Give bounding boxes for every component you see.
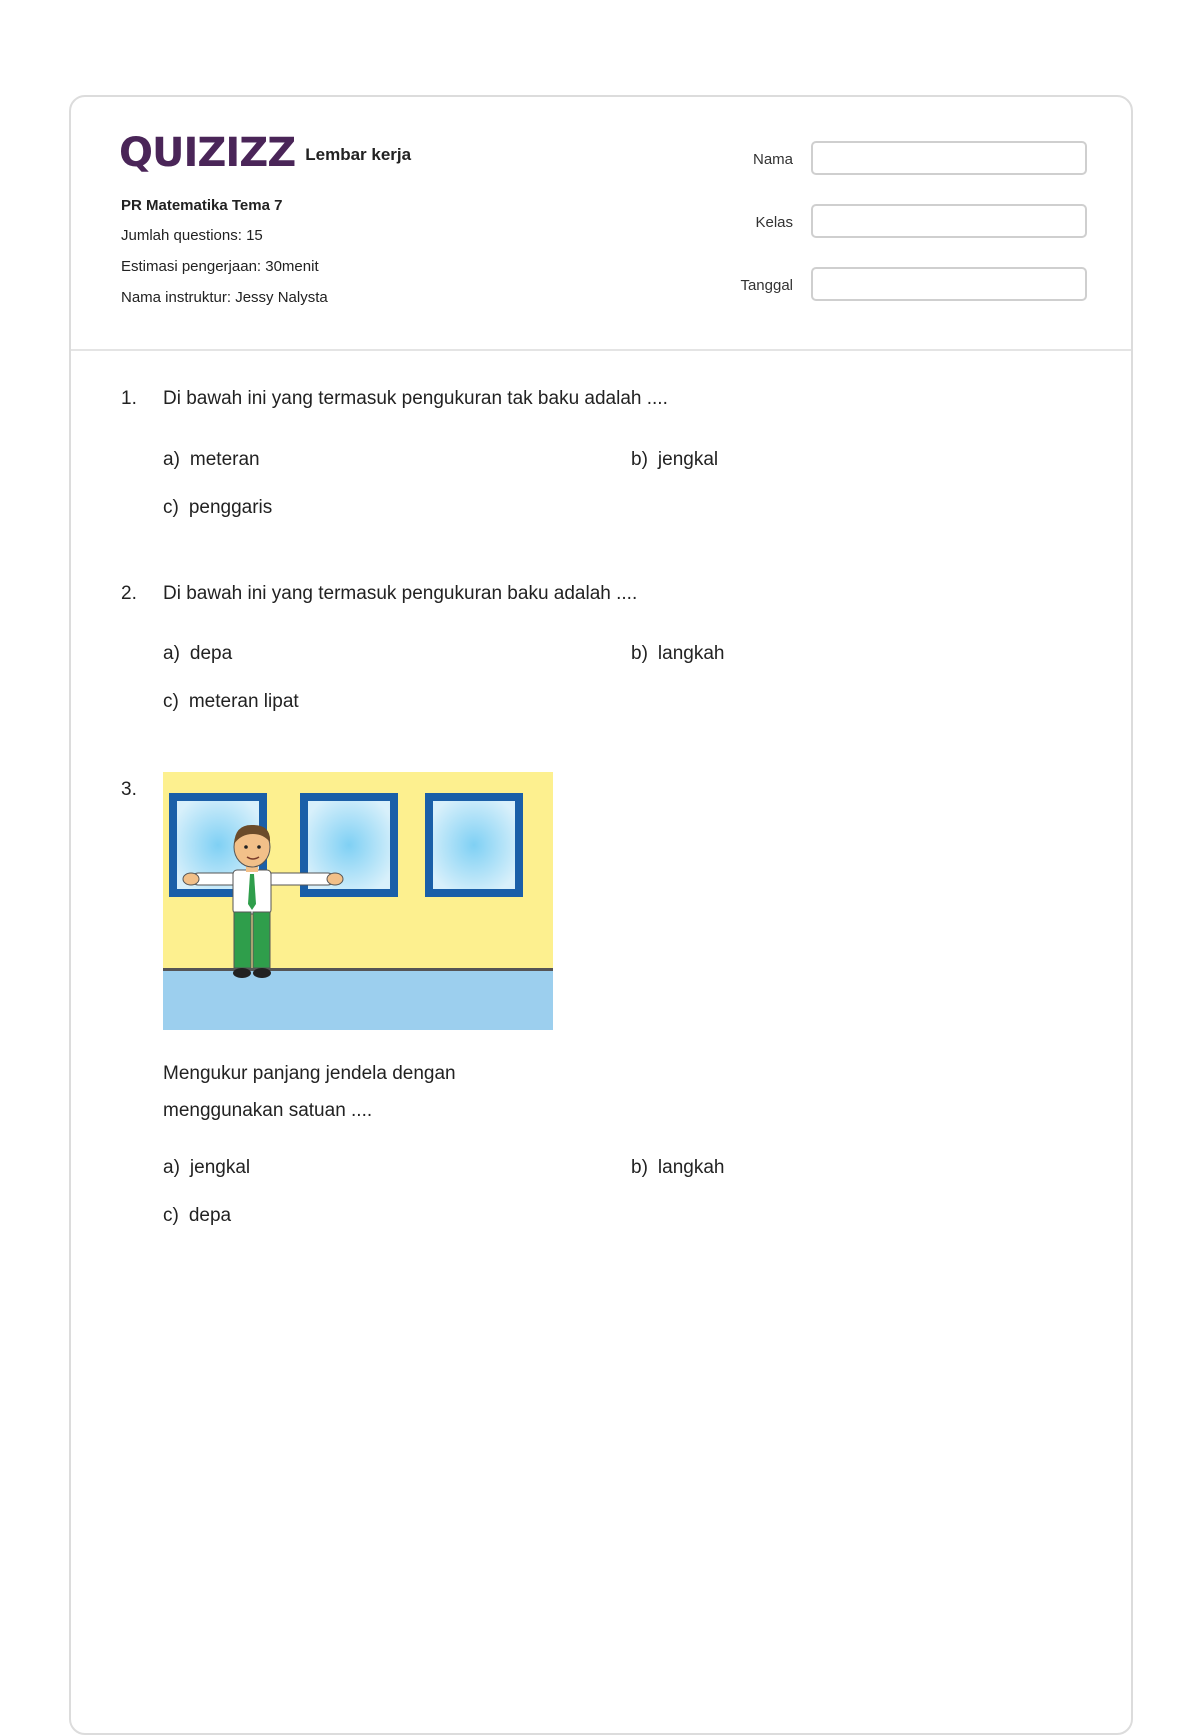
worksheet bbox=[69, 95, 1133, 1735]
question-text: Di bawah ini yang termasuk pengukuran baku adalah .... bbox=[163, 583, 638, 604]
question-number: 3. bbox=[121, 779, 137, 800]
time-estimate: Estimasi pengerjaan: 30menit bbox=[121, 258, 319, 275]
worksheet-subtitle: Lembar kerja bbox=[305, 145, 412, 164]
option-letter: c) bbox=[163, 1205, 179, 1226]
option-letter: b) bbox=[631, 1157, 648, 1178]
question-number: 2. bbox=[121, 583, 137, 604]
question-number: 1. bbox=[121, 388, 137, 409]
question-text bbox=[163, 1055, 583, 1129]
class-field[interactable] bbox=[811, 204, 1087, 238]
window-measurement-illustration bbox=[163, 772, 553, 1030]
name-label: Nama bbox=[752, 151, 793, 168]
option-c bbox=[163, 497, 272, 519]
question-count: Jumlah questions: 15 bbox=[121, 227, 263, 244]
window-3 bbox=[425, 793, 523, 897]
option-letter: c) bbox=[163, 691, 179, 712]
option-c bbox=[163, 691, 299, 713]
worksheet-header bbox=[71, 97, 1131, 351]
option-letter: a) bbox=[163, 643, 180, 664]
option-text: jengkal bbox=[657, 449, 719, 470]
option-a bbox=[163, 449, 260, 471]
question-text-line: menggunakan satuan .... bbox=[163, 1100, 373, 1121]
date-field[interactable] bbox=[811, 267, 1087, 301]
option-text: langkah bbox=[657, 643, 725, 664]
option-b bbox=[631, 1157, 724, 1179]
date-label: Tanggal bbox=[740, 277, 793, 294]
option-a bbox=[163, 643, 232, 665]
option-letter: c) bbox=[163, 497, 179, 518]
option-text: langkah bbox=[657, 1157, 725, 1178]
option-text: meteran lipat bbox=[188, 691, 299, 712]
option-letter: a) bbox=[163, 449, 180, 470]
option-text: penggaris bbox=[188, 497, 273, 518]
class-label: Kelas bbox=[755, 214, 793, 231]
instructor-name: Nama instruktur: Jessy Nalysta bbox=[121, 289, 328, 306]
question-text: Di bawah ini yang termasuk pengukuran tak baku adalah .... bbox=[163, 388, 668, 409]
quizizz-logo bbox=[119, 131, 411, 175]
option-text: depa bbox=[189, 643, 233, 664]
option-text: meteran bbox=[189, 449, 260, 470]
worksheet-title: PR Matematika Tema 7 bbox=[121, 197, 283, 214]
option-text: depa bbox=[188, 1205, 232, 1226]
option-letter: b) bbox=[631, 643, 648, 664]
option-b bbox=[631, 449, 718, 471]
brand-name: QUIZIZZ bbox=[119, 130, 296, 176]
option-c bbox=[163, 1205, 231, 1227]
option-letter: b) bbox=[631, 449, 648, 470]
question-text-line: Mengukur panjang jendela dengan bbox=[163, 1063, 456, 1084]
option-a bbox=[163, 1157, 250, 1179]
option-letter: a) bbox=[163, 1157, 180, 1178]
name-field[interactable] bbox=[811, 141, 1087, 175]
option-b bbox=[631, 643, 724, 665]
option-text: jengkal bbox=[189, 1157, 251, 1178]
